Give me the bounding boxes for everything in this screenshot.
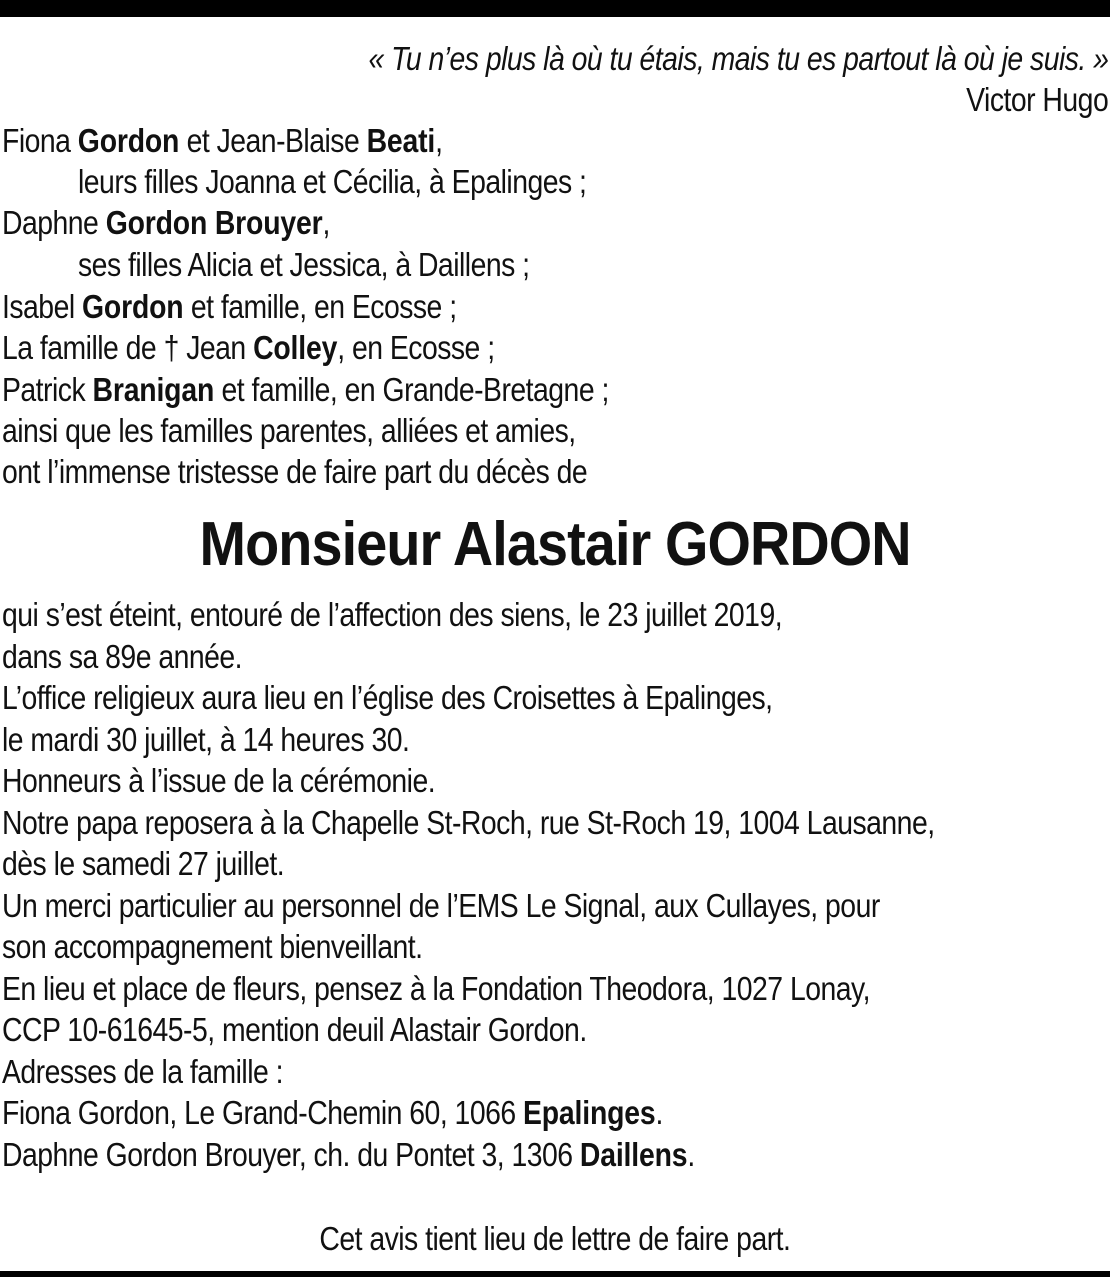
body-line-11: CCP 10-61645-5, mention deuil Alastair Gordon.: [2, 1011, 587, 1048]
address-line-1: Fiona Gordon, Le Grand-Chemin 60, 1066 Epalinges.: [2, 1094, 663, 1131]
body-line-3: L’office religieux aura lieu en l’église des Croisettes à Epalinges,: [2, 679, 773, 716]
family-line-5: Isabel Gordon et famille, en Ecosse ;: [2, 288, 457, 325]
deceased-name-heading: Monsieur Alastair GORDON: [199, 510, 911, 579]
top-border-rule: [0, 0, 1110, 17]
epigraph-quote: « Tu n’es plus là où tu étais, mais tu es partout là où je suis. »: [368, 40, 1108, 77]
family-line-4: ses filles Alicia et Jessica, à Daillens ;: [78, 246, 530, 283]
body-line-2: dans sa 89e année.: [2, 638, 243, 675]
family-line-8: ainsi que les familles parentes, alliées et amies,: [2, 412, 576, 449]
body-line-8: Un merci particulier au personnel de l’EMS Le Signal, aux Cullayes, pour: [2, 887, 880, 924]
family-line-7: Patrick Branigan et famille, en Grande-Bretagne ;: [2, 371, 609, 408]
address-line-2: Daphne Gordon Brouyer, ch. du Pontet 3, 1306 Daillens.: [2, 1136, 695, 1173]
body-line-4: le mardi 30 juillet, à 14 heures 30.: [2, 721, 410, 758]
body-line-10: En lieu et place de fleurs, pensez à la Fondation Theodora, 1027 Lonay,: [2, 970, 870, 1007]
body-line-12: Adresses de la famille :: [2, 1053, 284, 1090]
epigraph-author: Victor Hugo: [965, 81, 1108, 118]
family-line-6: La famille de † Jean Colley, en Ecosse ;: [2, 329, 495, 366]
footer-note: Cet avis tient lieu de lettre de faire part.: [319, 1220, 791, 1257]
family-line-2: leurs filles Joanna et Cécilia, à Epalinges ;: [78, 163, 587, 200]
body-line-1: qui s’est éteint, entouré de l’affection des siens, le 23 juillet 2019,: [2, 596, 783, 633]
body-line-6: Notre papa reposera à la Chapelle St-Roch, rue St-Roch 19, 1004 Lausanne,: [2, 804, 935, 841]
body-line-9: son accompagnement bienveillant.: [2, 928, 423, 965]
family-line-9: ont l’immense tristesse de faire part du décès de: [2, 453, 588, 490]
family-line-1: Fiona Gordon et Jean-Blaise Beati,: [2, 122, 443, 159]
body-line-5: Honneurs à l’issue de la cérémonie.: [2, 762, 436, 799]
family-line-3: Daphne Gordon Brouyer,: [2, 204, 330, 241]
bottom-border-rule: [0, 1271, 1110, 1277]
body-line-7: dès le samedi 27 juillet.: [2, 845, 285, 882]
